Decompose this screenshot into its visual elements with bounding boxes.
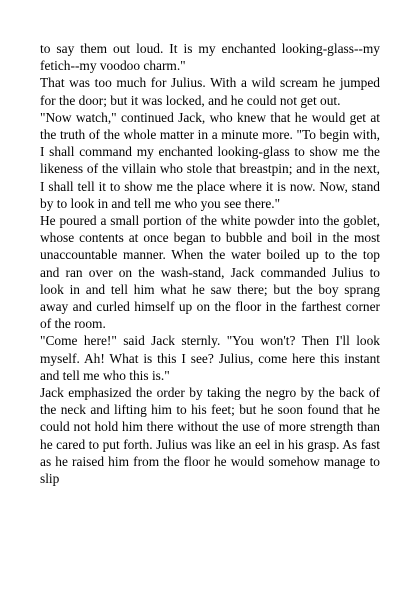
- paragraph-3: "Now watch," continued Jack, who knew that he would get at the truth of the whole matter in a minute more. "To begin with, I shall command my enchanted looking-glass to show me the likeness of the villain who stole that breastpin; and in the next, I shall tell it to show me the place where it is now. Now, stand by to look in and tell me who you see there.": [40, 109, 380, 211]
- paragraph-5: "Come here!" said Jack sternly. "You won't? Then I'll look myself. Ah! What is this I see? Julius, come here this instant and tell me who this is.": [40, 333, 380, 383]
- paragraph-6: Jack emphasized the order by taking the negro by the back of the neck and lifting him to his feet; but he soon found that he could not hold him there without the use of more strength than he cared to put forth. Julius was like an eel in his grasp. As fast as he raised him from the floor he would somehow manage to slip: [40, 385, 380, 487]
- page-text-block: [40, 40, 380, 487]
- paragraph-1: to say them out loud. It is my enchanted looking-glass--my fetich--my voodoo charm.": [40, 41, 380, 74]
- paragraph-4: He poured a small portion of the white powder into the goblet, whose contents at once began to bubble and boil in the most unaccountable manner. When the water boiled up to the top and ran over on the wash-stand, Jack commanded Julius to look in and tell him what he saw there; but the boy sprang away and curled himself up on the floor in the farthest corner of the room.: [40, 213, 380, 332]
- paragraph-2: That was too much for Julius. With a wild scream he jumped for the door; but it was locked, and he could not get out.: [40, 75, 380, 108]
